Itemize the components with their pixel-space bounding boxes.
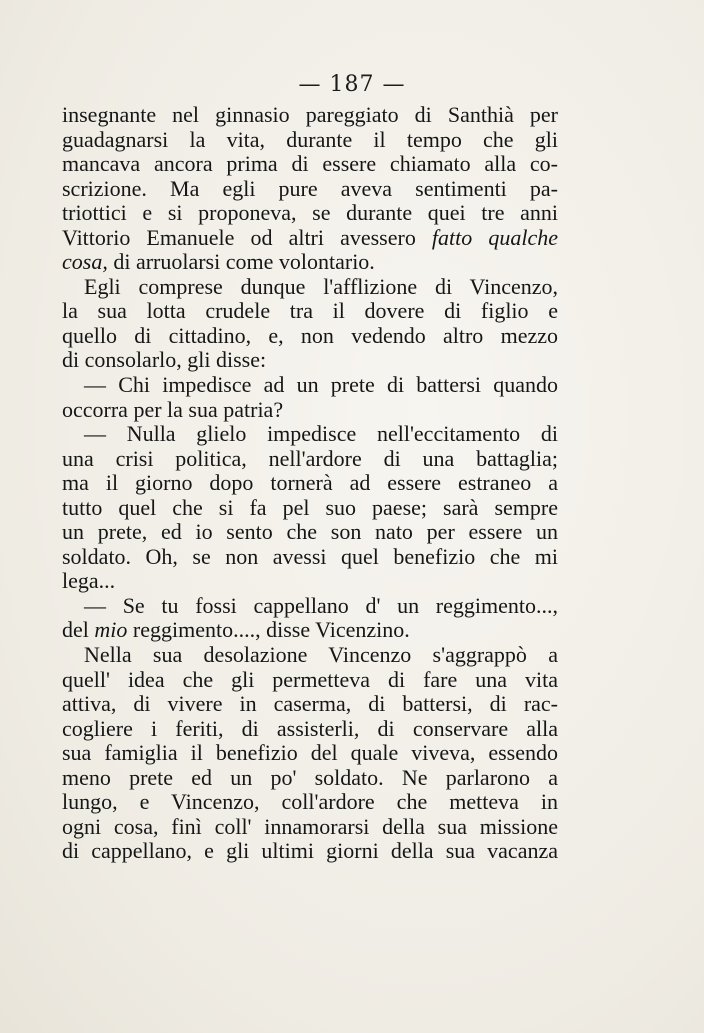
text-segment: Vittorio Emanuele od altri avessero	[62, 224, 416, 250]
text-line	[62, 226, 558, 251]
text-line: di cappellano, e gli ultimi giorni della sua vacanza	[62, 838, 558, 864]
text-line: lungo, e Vincenzo, coll'ardore che metteva in	[62, 789, 558, 815]
text-line	[62, 618, 558, 643]
text-segment: di arruolarsi come volontario.	[113, 249, 375, 275]
text-line: scrizione. Ma egli pure aveva sentimenti pa-	[62, 175, 558, 201]
text-line: triottici e si proponeva, se durante quei tre anni	[62, 200, 558, 226]
italic-text: cosa,	[62, 249, 108, 275]
text-line: Nella sua desolazione Vincenzo s'aggrappò a	[84, 642, 558, 668]
text-line: Egli comprese dunque l'afflizione di Vincenzo,	[84, 273, 558, 299]
text-line: meno prete ed un po' soldato. Ne parlarono a	[62, 764, 558, 790]
italic-text: fatto qualche	[431, 224, 558, 250]
text-line: cogliere i feriti, di assisterli, di conservare alla	[62, 715, 558, 741]
text-line: lega...	[62, 568, 116, 594]
text-line: una crisi politica, nell'ardore di una battaglia;	[62, 445, 558, 471]
body-text	[62, 103, 558, 864]
text-line: insegnante nel ginnasio pareggiato di Santhià per	[62, 102, 558, 127]
text-line: sua famiglia il benefizio del quale viveva, essendo	[62, 740, 558, 766]
text-line: quell' idea che gli permetteva di fare una vita	[62, 666, 558, 692]
text-line	[62, 250, 558, 275]
text-segment: reggimento...., disse Vicenzino.	[132, 617, 410, 643]
text-line: tutto quel che si fa pel suo paese; sarà sempre	[62, 494, 558, 520]
text-line: attiva, di vivere in caserma, di battersi, di rac-	[62, 691, 558, 717]
text-line: — Se tu fossi cappellano d' un reggimento...,	[84, 592, 558, 618]
text-segment: del	[62, 617, 89, 643]
text-line: — Nulla glielo impedisce nell'eccitamento di	[84, 421, 558, 447]
page-number: — 187 —	[298, 72, 406, 97]
text-line: ogni cosa, finì coll' innamorarsi della sua missione	[62, 813, 558, 839]
text-line: un prete, ed io sento che son nato per essere un	[62, 519, 558, 545]
italic-text: mio	[94, 617, 128, 643]
text-line: la sua lotta crudele tra il dovere di figlio e	[62, 298, 558, 324]
text-line: mancava ancora prima di essere chiamato alla co-	[62, 151, 558, 177]
text-line: — Chi impedisce ad un prete di battersi quando	[84, 372, 558, 398]
text-line: guadagnarsi la vita, durante il tempo che gli	[62, 126, 558, 152]
text-line: di consolarlo, gli disse:	[62, 347, 267, 373]
text-line: ma il giorno dopo tornerà ad essere estraneo a	[62, 470, 558, 496]
text-line: quello di cittadino, e, non vedendo altro mezzo	[62, 322, 558, 348]
text-line: soldato. Oh, se non avessi quel benefizio che mi	[62, 543, 558, 569]
text-line: occorra per la sua patria?	[62, 396, 284, 422]
